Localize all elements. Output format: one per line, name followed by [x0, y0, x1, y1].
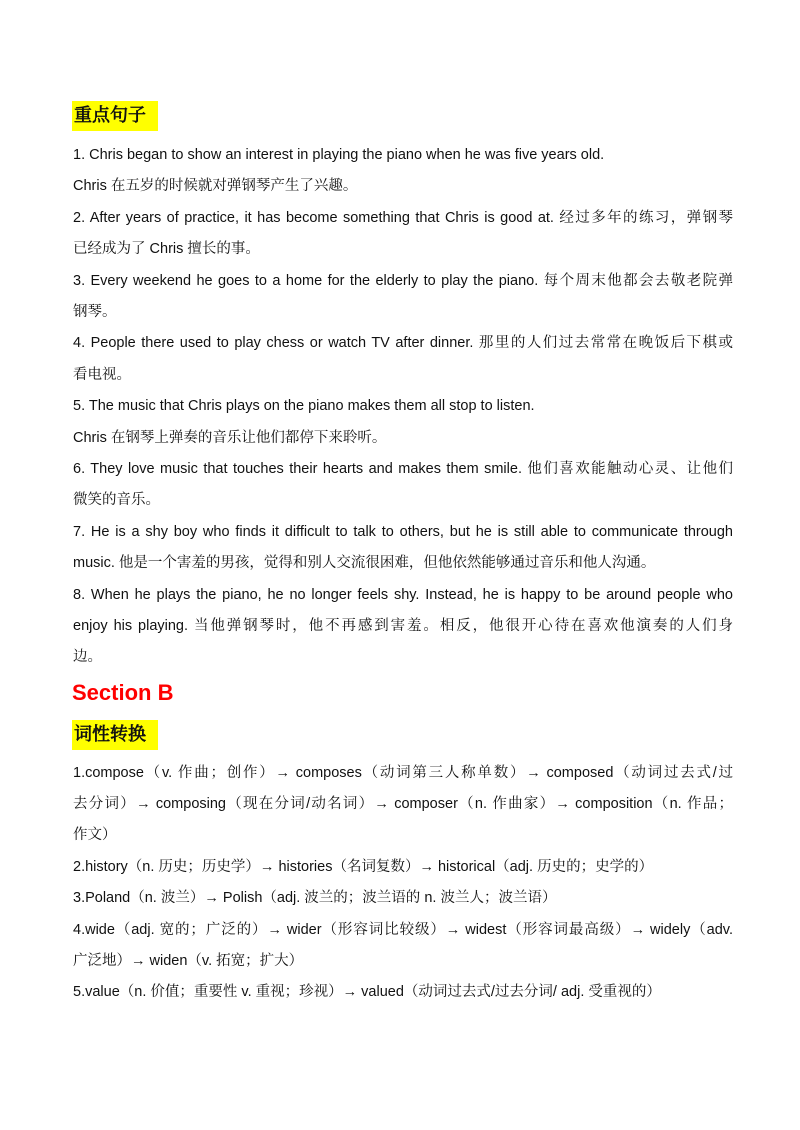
sentence-line: 8. When he plays the piano, he no longer feels shy. Instead, he is happy to be around people who: [73, 587, 733, 603]
sentence-line: 7. He is a shy boy who finds it difficult to talk to others, but he is still able to communicate through: [73, 524, 733, 540]
sentence-line: 2. After years of practice, it has become something that Chris is good at. 经过多年的练习，弹钢琴: [73, 210, 733, 226]
sentence-line: 4. People there used to play chess or watch TV after dinner. 那里的人们过去常常在晚饭后下棋或: [73, 335, 733, 351]
sentence-line: 3. Every weekend he goes to a home for the elderly to play the piano. 每个周末他都会去敬老院弹: [73, 273, 733, 289]
sentence-line: 已经成为了 Chris 擅长的事。: [73, 241, 260, 257]
heading-word-forms: 词性转换: [72, 720, 158, 750]
word-form-line: 广泛地）→ widen（v. 拓宽；扩大）: [73, 953, 304, 969]
sentence-line: enjoy his playing. 当他弹钢琴时，他不再感到害羞。相反，他很开心待在喜欢他演奏的人们身: [73, 618, 733, 634]
sentence-line: 看电视。: [73, 367, 131, 383]
section-title: Section B: [72, 680, 174, 705]
word-form-line: 5.value（n. 价值；重要性 v. 重视；珍视）→ valued（动词过去式/过去分词/ adj. 受重视的）: [73, 984, 661, 1000]
heading-key-sentences: 重点句子: [72, 101, 158, 131]
sentence-line: Chris 在五岁的时候就对弹钢琴产生了兴趣。: [73, 178, 358, 194]
sentence-line: 边。: [73, 649, 102, 665]
word-form-line: 2.history（n. 历史；历史学）→ histories（名词复数）→ historical（adj. 历史的；史学的）: [73, 859, 654, 875]
sentence-line: 微笑的音乐。: [73, 492, 160, 508]
sentence-line: 5. The music that Chris plays on the piano makes them all stop to listen.: [73, 398, 535, 414]
sentence-line: 钢琴。: [73, 304, 117, 320]
sentence-line: music. 他是一个害羞的男孩，觉得和别人交流很困难，但他依然能够通过音乐和他人沟通。: [73, 555, 656, 571]
sentence-line: Chris 在钢琴上弹奏的音乐让他们都停下来聆听。: [73, 430, 387, 446]
word-form-line: 作文）: [73, 827, 117, 843]
word-form-line: 1.compose（v. 作曲；创作）→ composes（动词第三人称单数）→ composed（动词过去式/过: [73, 765, 733, 781]
word-form-line: 去分词）→ composing（现在分词/动名词）→ composer（n. 作曲家）→ composition（n. 作品；: [73, 796, 733, 812]
word-form-line: 4.wide（adj. 宽的；广泛的）→ wider（形容词比较级）→ widest（形容词最高级）→ widely（adv.: [73, 922, 733, 938]
word-form-line: 3.Poland（n. 波兰）→ Polish（adj. 波兰的；波兰语的 n. 波兰人；波兰语）: [73, 890, 557, 906]
sentence-line: 6. They love music that touches their hearts and makes them smile. 他们喜欢能触动心灵、让他们: [73, 461, 733, 477]
sentence-line: 1. Chris began to show an interest in playing the piano when he was five years old.: [73, 147, 605, 163]
